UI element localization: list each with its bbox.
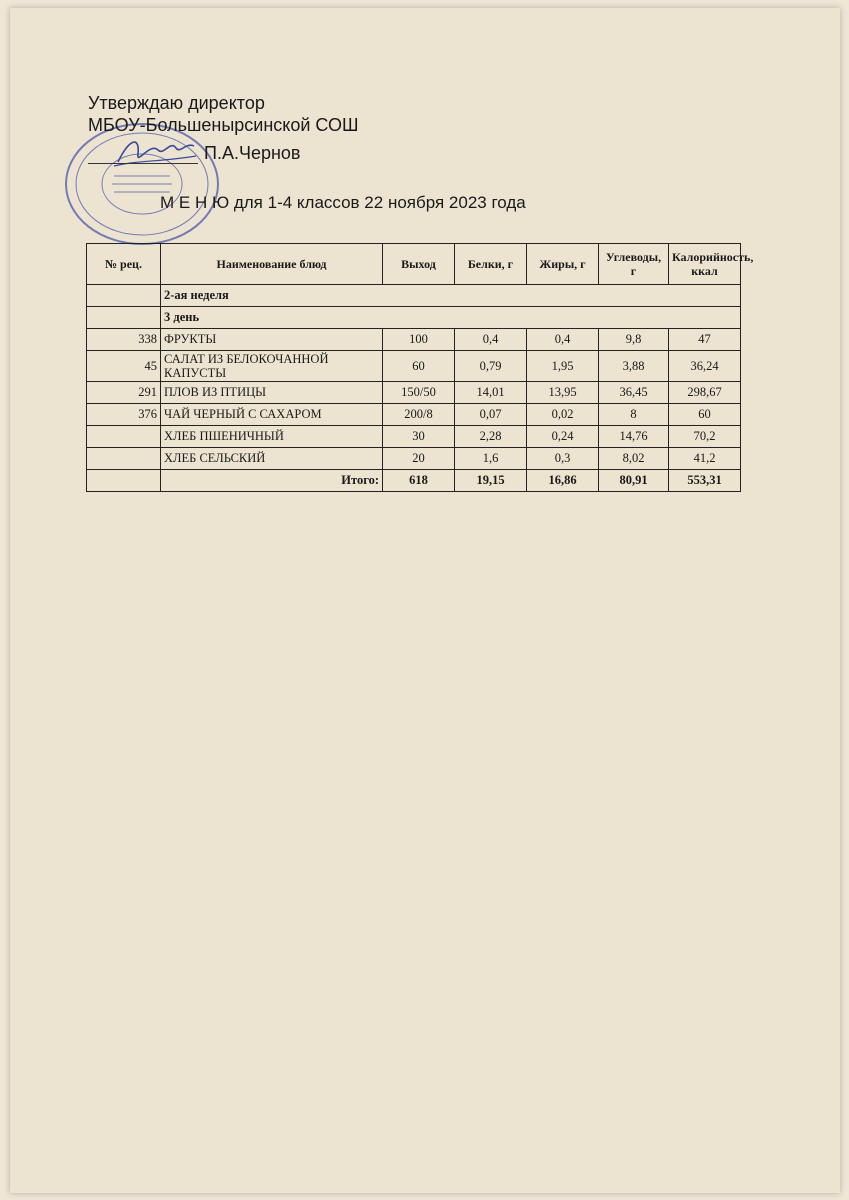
- dish-fat: 13,95: [527, 382, 599, 404]
- dish-kcal: 41,2: [669, 448, 741, 470]
- rec-number: 291: [87, 382, 161, 404]
- total-row: [87, 470, 741, 492]
- empty-cell: [87, 470, 161, 492]
- dish-fat: 1,95: [527, 351, 599, 382]
- dish-carbs: 3,88: [599, 351, 669, 382]
- total-out: 618: [383, 470, 455, 492]
- rec-number: 338: [87, 329, 161, 351]
- dish-name: ЧАЙ ЧЕРНЫЙ С САХАРОМ: [161, 404, 383, 426]
- dish-kcal: 60: [669, 404, 741, 426]
- rec-number: [87, 448, 161, 470]
- col-carbs: Углеводы, г: [599, 244, 669, 285]
- dish-out: 200/8: [383, 404, 455, 426]
- dish-name: ХЛЕБ ПШЕНИЧНЫЙ: [161, 426, 383, 448]
- approval-block: [88, 92, 359, 164]
- col-out: Выход: [383, 244, 455, 285]
- dish-kcal: 70,2: [669, 426, 741, 448]
- table-row: [87, 426, 741, 448]
- day-label: 3 день: [161, 307, 741, 329]
- menu-table: [86, 243, 754, 492]
- empty-cell: [87, 307, 161, 329]
- total-protein: 19,15: [455, 470, 527, 492]
- dish-kcal: 298,67: [669, 382, 741, 404]
- signature-blank: [88, 163, 198, 164]
- dish-fat: 0,3: [527, 448, 599, 470]
- empty-cell: [87, 285, 161, 307]
- dish-kcal: 36,24: [669, 351, 741, 382]
- dish-fat: 0,02: [527, 404, 599, 426]
- total-label: Итого:: [161, 470, 383, 492]
- menu-title: М Е Н Ю для 1-4 классов 22 ноября 2023 года: [160, 193, 526, 212]
- rec-number: 45: [87, 351, 161, 382]
- col-fat: Жиры, г: [527, 244, 599, 285]
- dish-protein: 0,4: [455, 329, 527, 351]
- week-row: [87, 285, 741, 307]
- dish-out: 60: [383, 351, 455, 382]
- dish-carbs: 36,45: [599, 382, 669, 404]
- dish-carbs: 9,8: [599, 329, 669, 351]
- dish-protein: 0,07: [455, 404, 527, 426]
- day-row: [87, 307, 741, 329]
- dish-carbs: 8,02: [599, 448, 669, 470]
- table-row: [87, 382, 741, 404]
- dish-name: САЛАТ ИЗ БЕЛОКОЧАННОЙ КАПУСТЫ: [161, 351, 383, 382]
- total-fat: 16,86: [527, 470, 599, 492]
- dish-out: 150/50: [383, 382, 455, 404]
- dish-carbs: 8: [599, 404, 669, 426]
- dish-fat: 0,4: [527, 329, 599, 351]
- dish-name: ПЛОВ ИЗ ПТИЦЫ: [161, 382, 383, 404]
- rec-number: 376: [87, 404, 161, 426]
- table-row: [87, 404, 741, 426]
- dish-out: 100: [383, 329, 455, 351]
- dish-protein: 14,01: [455, 382, 527, 404]
- col-rec: № рец.: [87, 244, 161, 285]
- week-label: 2-ая неделя: [161, 285, 741, 307]
- dish-fat: 0,24: [527, 426, 599, 448]
- dish-name: ФРУКТЫ: [161, 329, 383, 351]
- col-protein: Белки, г: [455, 244, 527, 285]
- approve-line-2: МБОУ-Большенырсинской СОШ: [88, 115, 359, 135]
- table-header-row: [87, 244, 741, 285]
- table-row: [87, 448, 741, 470]
- dish-protein: 1,6: [455, 448, 527, 470]
- total-kcal: 553,31: [669, 470, 741, 492]
- table-row: [87, 351, 741, 382]
- approve-line-1: Утверждаю директор: [88, 93, 265, 113]
- dish-protein: 0,79: [455, 351, 527, 382]
- dish-out: 20: [383, 448, 455, 470]
- col-kcal: Калорийность, ккал: [669, 244, 741, 285]
- dish-kcal: 47: [669, 329, 741, 351]
- director-name: П.А.Чернов: [204, 143, 301, 163]
- dish-carbs: 14,76: [599, 426, 669, 448]
- director-line: [88, 142, 359, 164]
- col-name: Наименование блюд: [161, 244, 383, 285]
- dish-out: 30: [383, 426, 455, 448]
- table-row: [87, 329, 741, 351]
- dish-name: ХЛЕБ СЕЛЬСКИЙ: [161, 448, 383, 470]
- rec-number: [87, 426, 161, 448]
- dish-protein: 2,28: [455, 426, 527, 448]
- total-carbs: 80,91: [599, 470, 669, 492]
